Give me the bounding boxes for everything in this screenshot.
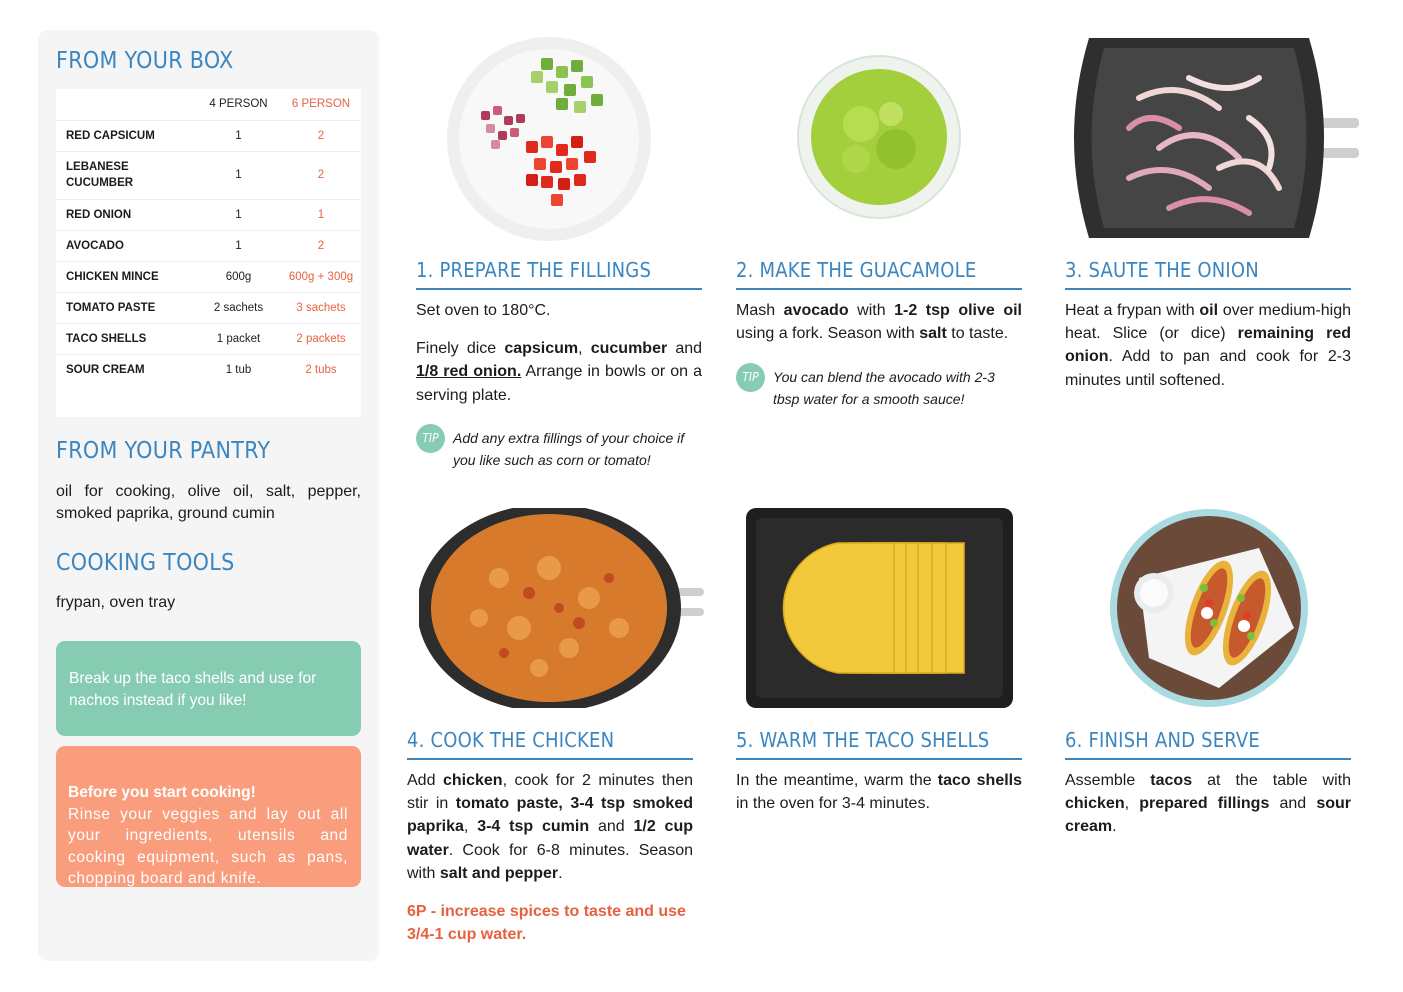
header-4-person: 4 PERSON: [209, 98, 268, 111]
ingredient-name: TOMATO PASTE: [56, 292, 196, 323]
table-row: [56, 120, 361, 151]
step-1-tip-text: Add any extra fillings of your choice if you like such as corn or tomato!: [453, 430, 685, 468]
table-row: [56, 199, 361, 230]
step-5-body: [736, 769, 1022, 830]
step-4-cook-text: Add chicken, cook for 2 minutes then stir in tomato paste, 3-4 tsp smoked paprika, 3-4 tsp cumin and 1/2 cup water. Cook for 6-8 minutes. Season with salt and pepper.: [407, 772, 693, 882]
step-3-title: 3. SAUTE THE ONION: [1065, 258, 1351, 290]
before-you-start-heading: Before you start cooking!: [68, 784, 256, 801]
step-4-body: [407, 769, 693, 900]
ingredient-name: AVOCADO: [56, 230, 196, 261]
qty-4-person: 1 tub: [196, 354, 281, 385]
step-1-body: [416, 299, 702, 422]
qty-4-person: 1 packet: [196, 323, 281, 354]
tip-badge-icon: TIP: [736, 363, 765, 392]
qty-4-person: 1: [196, 230, 281, 261]
nachos-tip-text: Break up the taco shells and use for nachos instead if you like!: [69, 670, 317, 709]
table-row: [56, 151, 361, 199]
qty-6-person: 2 packets: [281, 323, 361, 354]
tip-badge-icon: TIP: [416, 424, 445, 453]
header-6-person: 6 PERSON: [291, 98, 351, 111]
step-2-body: [736, 299, 1022, 360]
pantry-list: oil for cooking, olive oil, salt, pepper, smoked paprika, ground cumin: [56, 483, 361, 522]
step-5-title: 5. WARM THE TACO SHELLS: [736, 728, 1022, 760]
taco-shells-tray-photo: [746, 508, 1013, 708]
nachos-tip-box: [56, 641, 361, 736]
ingredient-name: RED CAPSICUM: [56, 120, 196, 151]
qty-6-person: 1: [281, 199, 361, 230]
qty-6-person: 2: [281, 120, 361, 151]
tacos-plate-photo: [1109, 508, 1309, 708]
qty-4-person: 1: [196, 199, 281, 230]
step-3-saute-text: Heat a frypan with oil over medium-high heat. Slice (or dice) remaining red onion. Add to pan and cook for 2-3 minutes until softened.: [1065, 302, 1352, 389]
cooking-tools-list: frypan, oven tray: [56, 594, 176, 611]
step-1-title: 1. PREPARE THE FILLINGS: [416, 258, 702, 290]
table-header-blank: [56, 89, 196, 120]
table-row: [56, 292, 361, 323]
ingredients-table: [56, 89, 361, 417]
qty-6-person: 3 sachets: [281, 292, 361, 323]
qty-6-person: 600g + 300g: [281, 261, 361, 292]
step-2-mash-text: Mash avocado with 1-2 tsp olive oil using a fork. Season with salt to taste.: [736, 302, 1022, 343]
ingredient-name: RED ONION: [56, 199, 196, 230]
cooking-tools-title: COOKING TOOLS: [56, 550, 235, 576]
step-1-oven-text: Set oven to 180°C.: [416, 302, 551, 319]
qty-6-person: 2: [281, 230, 361, 261]
qty-6-person: 2 tubs: [281, 354, 361, 385]
fillings-photo: [446, 36, 652, 242]
chicken-pan-photo: [419, 508, 704, 708]
before-you-start-box: [56, 746, 361, 887]
step-2-tip-text: You can blend the avocado with 2-3 tbsp water for a smooth sauce!: [773, 369, 995, 407]
table-row: [56, 230, 361, 261]
from-your-pantry-title: FROM YOUR PANTRY: [56, 438, 271, 464]
qty-4-person: 600g: [196, 261, 281, 292]
step-6-title: 6. FINISH AND SERVE: [1065, 728, 1351, 760]
qty-4-person: 1: [196, 120, 281, 151]
step-5-warm-text: In the meantime, warm the taco shells in the oven for 3-4 minutes.: [736, 772, 1023, 813]
step-1-tip: [416, 428, 702, 471]
qty-4-person: 1: [196, 151, 281, 199]
onion-pan-photo: [1069, 38, 1359, 238]
step-1-dice-text: Finely dice capsicum, cucumber and 1/8 red onion. Arrange in bowls or on a serving plate.: [416, 340, 703, 404]
before-you-start-text: Rinse your veggies and lay out all your ingredients, utensils and cooking equipment, such as pans, chopping board and knife.: [68, 805, 348, 887]
ingredient-name: LEBANESE CUCUMBER: [56, 151, 196, 199]
ingredient-name: SOUR CREAM: [56, 354, 196, 385]
table-row: [56, 354, 361, 385]
ingredient-name: TACO SHELLS: [56, 323, 196, 354]
step-3-body: [1065, 299, 1351, 407]
step-2-title: 2. MAKE THE GUACAMOLE: [736, 258, 1022, 290]
step-2-tip: [736, 367, 1022, 410]
guacamole-photo: [796, 54, 962, 220]
qty-6-person: 2: [281, 151, 361, 199]
step-4-6p-note: 6P - increase spices to taste and use 3/4-1 cup water.: [407, 903, 686, 944]
step-6-serve-text: Assemble tacos at the table with chicken, prepared fillings and sour cream.: [1065, 772, 1352, 836]
step-6-body: [1065, 769, 1351, 854]
qty-4-person: 2 sachets: [196, 292, 281, 323]
from-your-box-title: FROM YOUR BOX: [56, 48, 234, 74]
step-4-title: 4. COOK THE CHICKEN: [407, 728, 693, 760]
ingredients-sidebar: [38, 30, 379, 961]
table-row: [56, 323, 361, 354]
table-row: [56, 261, 361, 292]
ingredient-name: CHICKEN MINCE: [56, 261, 196, 292]
